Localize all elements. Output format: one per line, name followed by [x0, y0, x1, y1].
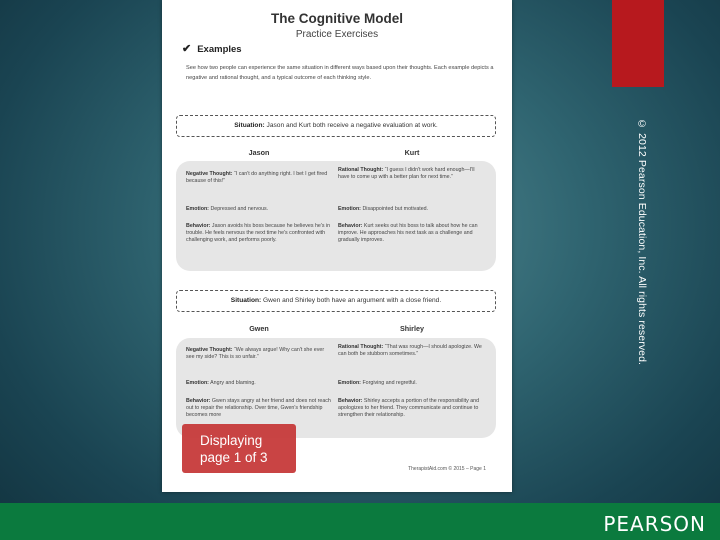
- situation-label: Situation:: [234, 122, 265, 129]
- document-footer: TherapistAid.com © 2015 – Page 1: [408, 466, 486, 472]
- right-thought: Rational Thought: “I guess I didn't work hard enough—I'll have to come up with a better plan for next time.”: [338, 167, 475, 181]
- situation-box-1: [176, 115, 496, 137]
- person-name-right: Shirley: [400, 324, 424, 333]
- situation-box-2: [176, 290, 496, 312]
- document-subtitle: Practice Exercises: [295, 29, 379, 40]
- intro-paragraph: See how two people can experience the same situation in different ways based upon their thoughts. Each example depicts a negative and rational thought, and a typical outcome of each thinking style.: [186, 65, 494, 81]
- person-name-right: Kurt: [404, 148, 420, 157]
- page-indicator-badge: [182, 424, 296, 473]
- copyright-notice: © 2012 Pearson Education, Inc. All rights reserved.: [636, 118, 648, 366]
- examples-heading: [182, 42, 242, 55]
- person-name-left: Jason: [248, 148, 270, 157]
- left-emotion: Emotion: Angry and blaming.: [186, 380, 256, 386]
- document-title: The Cognitive Model: [270, 11, 403, 26]
- situation-text: Jason and Kurt both receive a negative evaluation at work.: [266, 122, 438, 129]
- left-thought: Negative Thought: “We always argue! Why can't she ever see my side? This is so unfair.”: [186, 347, 325, 361]
- comparison-panel-2: [176, 338, 496, 438]
- left-behavior: Behavior: Jason avoids his boss because he believes he's in trouble. He feels nervous the next time he's confronted with challenging work, and performs poorly.: [186, 223, 331, 244]
- situation-text: Gwen and Shirley both have an argument with a close friend.: [263, 297, 442, 304]
- page-indicator-line1: Displaying: [200, 433, 263, 448]
- left-emotion: Emotion: Depressed and nervous.: [186, 206, 269, 212]
- checkmark-icon: ✔: [182, 43, 192, 55]
- person-name-left: Gwen: [249, 324, 269, 333]
- left-behavior: Behavior: Gwen stays angry at her friend and does not reach out to repair the relationship. Over time, Gwen's friendship becomes more: [186, 398, 331, 419]
- comparison-panel-1: [176, 161, 496, 271]
- right-behavior: Behavior: Kurt seeks out his boss to talk about how he can improve. He approaches his next task as a challenge and gradually improves.: [338, 223, 478, 244]
- slide-footer-bar: [0, 503, 720, 540]
- right-emotion: Emotion: Forgiving and regretful.: [338, 380, 417, 386]
- right-thought: Rational Thought: “That was rough—I should apologize. We can both be stubborn sometimes.”: [338, 344, 482, 358]
- left-thought: Negative Thought: “I can't do anything right. I bet I get fired because of this!”: [186, 171, 328, 185]
- document-page: [162, 0, 512, 492]
- page-indicator-line2: page 1 of 3: [200, 450, 268, 465]
- situation-label: Situation:: [230, 297, 262, 304]
- pearson-logo: PEARSON: [603, 512, 706, 536]
- red-accent-bar: [612, 0, 664, 87]
- right-behavior: Behavior: Shirley accepts a portion of the responsibility and apologizes to her friend. They communicate and continue to strengthen their relationship.: [338, 398, 480, 419]
- examples-label: Examples: [197, 44, 242, 55]
- right-emotion: Emotion: Disappointed but motivated.: [338, 206, 429, 212]
